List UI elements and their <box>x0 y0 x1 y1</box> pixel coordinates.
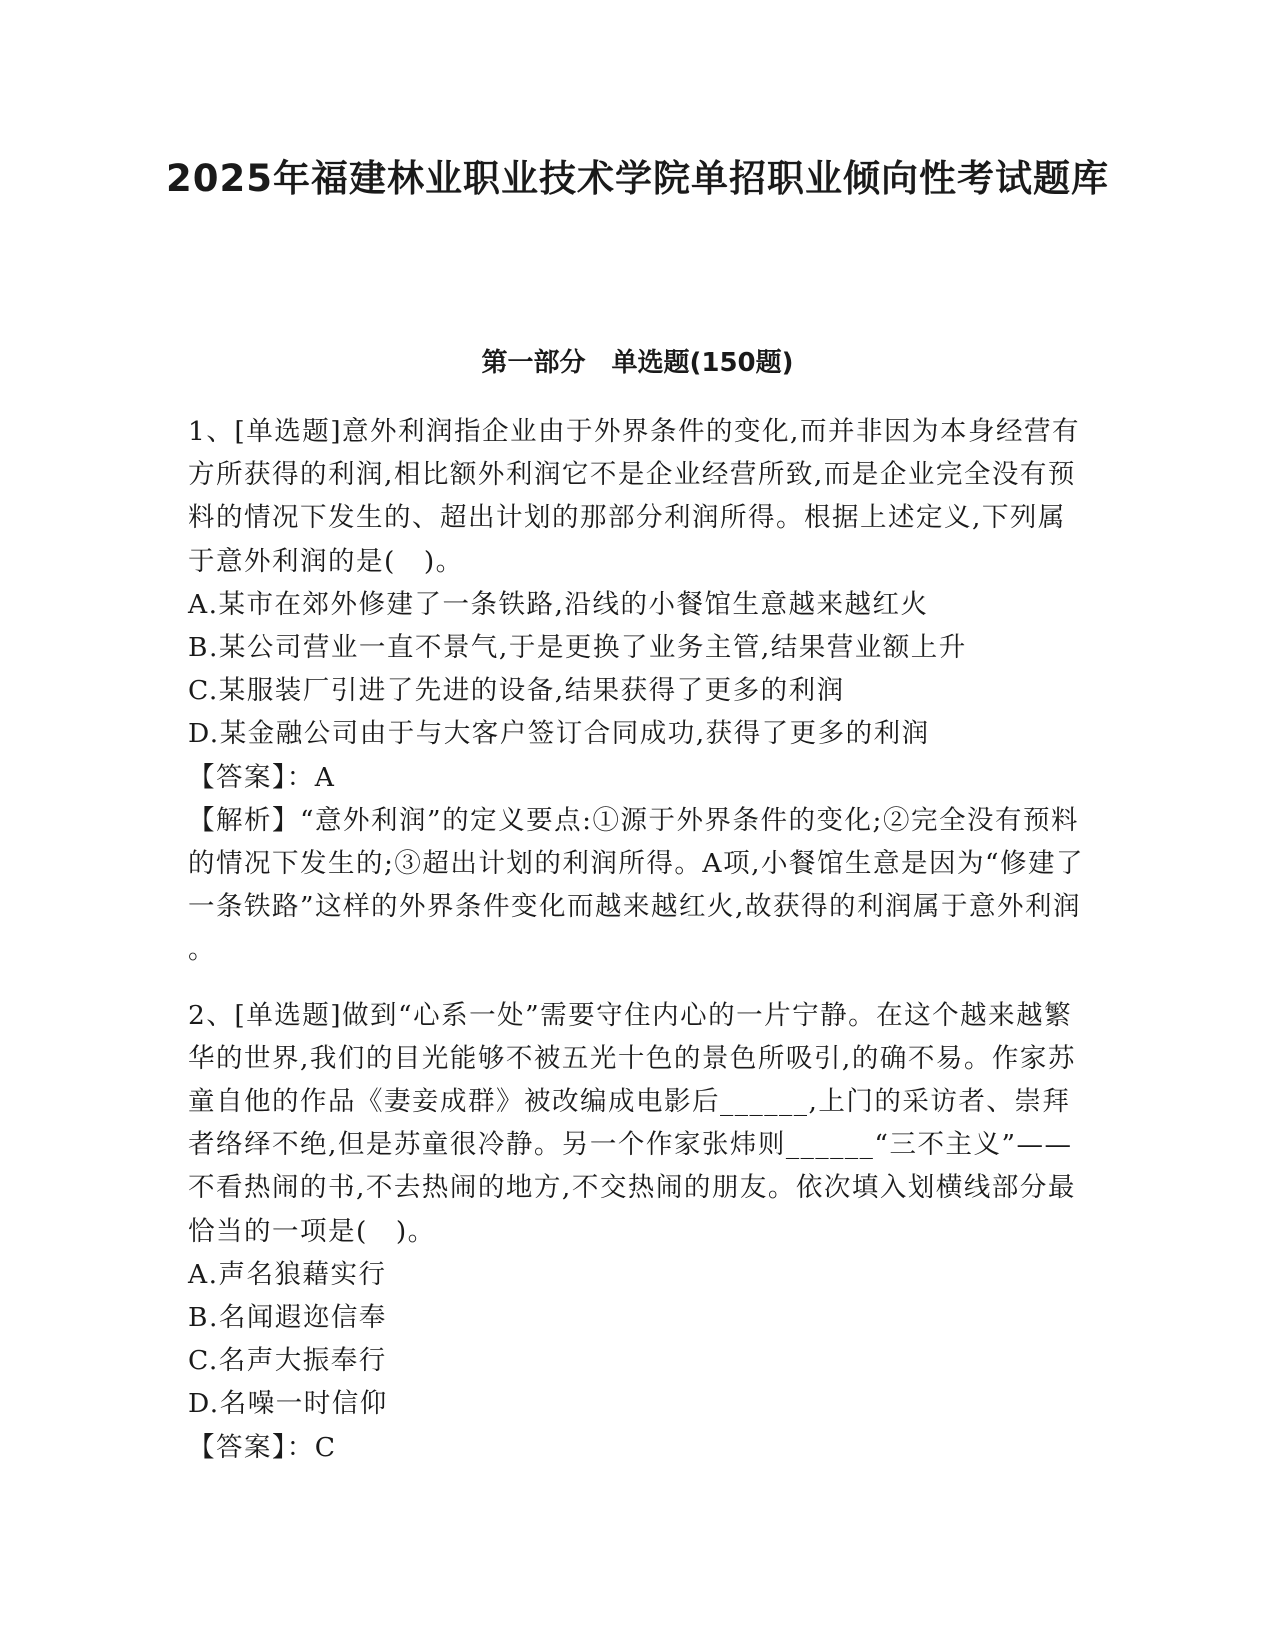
option-d: D.名噪一时信仰 <box>188 1388 388 1420</box>
document-title: 2025年福建林业职业技术学院单招职业倾向性考试题库 <box>166 157 1109 200</box>
question-list <box>188 410 1088 1491</box>
analysis-line <box>188 799 1088 972</box>
option-b: B.名闻遐迩信奉 <box>188 1302 387 1334</box>
option-c: C.某服装厂引进了先进的设备,结果获得了更多的利润 <box>188 675 845 707</box>
question-stem: 2、[单选题]做到“心系一处”需要守住内心的一片宁静。在这个越来越繁华的世界,我们的目光能够不被五光十色的景色所吸引,的确不易。作家苏童自他的作品《妻妾成群》被改编成电影后______,上门的采访者、崇拜者络绎不绝,但是苏童很冷静。另一个作家张炜则______“三不主义”——不看热闹的书,不去热闹的地方,不交热闹的朋友。依次填入划横线部分最恰当的一项是( )。 <box>188 999 1076 1247</box>
analysis-label: 【解析】 <box>188 804 300 836</box>
section-heading: 第一部分 单选题(150题) <box>481 348 794 378</box>
answer-label: 【答案】 <box>188 761 287 793</box>
option-c: C.名声大振奉行 <box>188 1345 387 1377</box>
question-1 <box>188 410 1088 972</box>
option-a: A.某市在郊外修建了一条铁路,沿线的小餐馆生意越来越红火 <box>188 588 929 620</box>
option-a: A.声名狼藉实行 <box>188 1258 387 1290</box>
analysis-text: “意外利润”的定义要点:①源于外界条件的变化;②完全没有预料的情况下发生的;③超出计划的利润所得。A项,小餐馆生意是因为“修建了一条铁路”这样的外界条件变化而越来越红火,故获得的利润属于意外利润。 <box>188 804 1085 966</box>
answer-line <box>188 1426 1088 1469</box>
answer-value: ：A <box>286 761 336 793</box>
option-d: D.某金融公司由于与大客户签订合同成功,获得了更多的利润 <box>188 718 930 750</box>
option-b: B.某公司营业一直不景气,于是更换了业务主管,结果营业额上升 <box>188 632 967 664</box>
answer-label: 【答案】 <box>188 1431 287 1463</box>
answer-value: ：C <box>286 1431 337 1463</box>
question-stem: 1、[单选题]意外利润指企业由于外界条件的变化,而并非因为本身经营有方所获得的利润,相比额外利润它不是企业经营所致,而是企业完全没有预料的情况下发生的、超出计划的那部分利润所得。根据上述定义,下列属于意外利润的是( )。 <box>188 416 1080 577</box>
answer-line <box>188 756 1088 799</box>
question-2 <box>188 994 1088 1469</box>
